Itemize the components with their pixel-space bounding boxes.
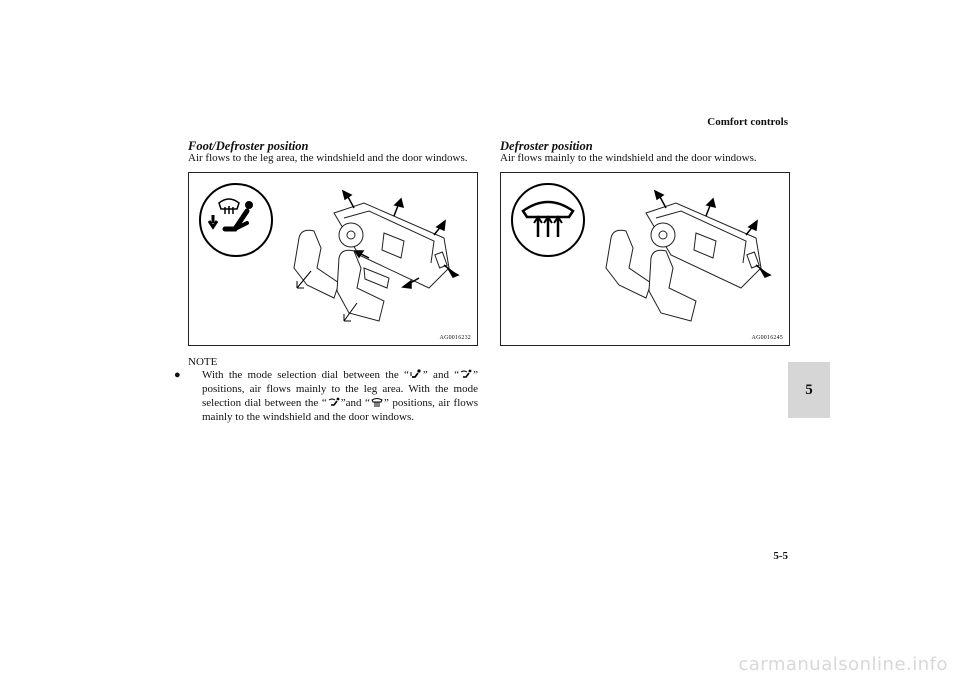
foot-mode-icon: [409, 369, 423, 380]
note-bullet-item: [174, 368, 478, 424]
defroster-figure: [500, 172, 790, 346]
note-text-part5: ” positions, air flows mainly to the windshield and the door windows.: [202, 397, 478, 423]
footer: [0, 650, 960, 678]
foot-defroster-title: Foot/Defroster position: [188, 139, 309, 153]
foot-defroster-figure-code: AG0016232: [439, 335, 471, 341]
bullet-icon: ●: [174, 369, 181, 381]
note-text-part1: With the mode selection dial between the “: [202, 369, 409, 381]
page-number: 5-5: [773, 550, 788, 562]
defroster-dial-icon: [512, 184, 584, 256]
defroster-title: Defroster position: [500, 139, 593, 153]
page-header: Comfort controls: [707, 116, 788, 128]
defroster-figure-code: AG0016245: [751, 335, 783, 341]
foot-defroster-mode-icon: [459, 369, 473, 380]
section-tab: 5: [788, 362, 830, 418]
car-interior-drawing-2: [606, 203, 761, 321]
note-body: [174, 368, 478, 424]
note-text-part2: ” and “: [422, 369, 460, 381]
foot-defroster-description: Air flows to the leg area, the windshield and the door windows.: [188, 152, 468, 164]
defroster-illustration: [501, 173, 789, 345]
note-text-part4: ”and “: [340, 397, 370, 409]
foot-defroster-figure: [188, 172, 478, 346]
defroster-mode-icon: [370, 397, 384, 408]
foot-defroster-mode-icon-2: [327, 397, 341, 408]
foot-defroster-dial-icon: [200, 184, 272, 256]
foot-defroster-illustration: [189, 173, 477, 345]
defroster-description: Air flows mainly to the windshield and the door windows.: [500, 152, 757, 164]
watermark: carmanualsonline.info: [738, 653, 948, 675]
note-text-part3: ” positions, air flows mainly to the leg area. With the mode selection dial between the “: [202, 369, 478, 409]
note-heading: NOTE: [188, 356, 218, 368]
car-interior-drawing: [294, 203, 449, 321]
